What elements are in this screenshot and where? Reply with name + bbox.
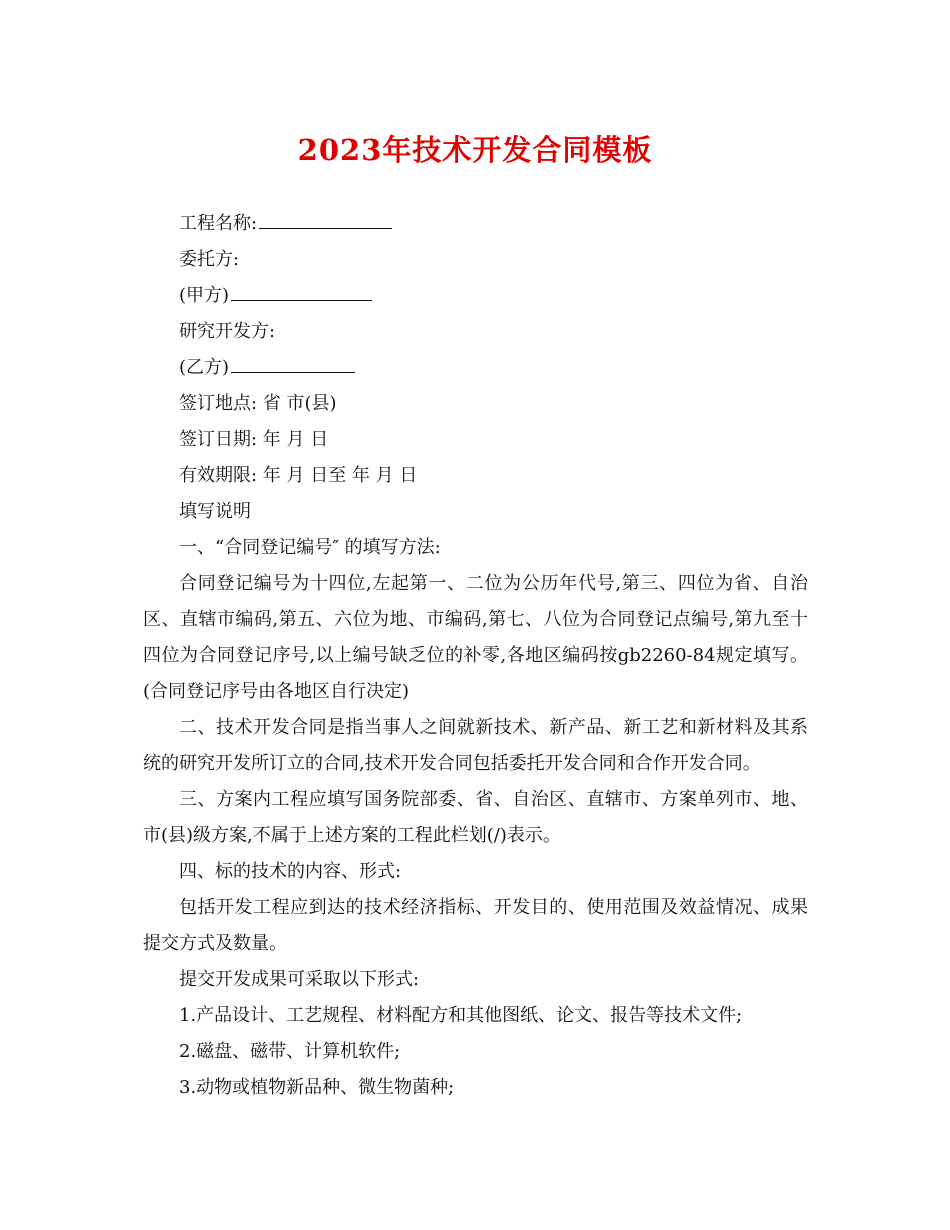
project-name-blank [259, 206, 392, 229]
party-b-blank [231, 350, 355, 373]
document-body [143, 206, 808, 1106]
party-a-line [143, 278, 808, 314]
project-name-line [143, 206, 808, 242]
party-b-label: (乙方) [179, 357, 230, 378]
project-name-label: 工程名称: [179, 213, 258, 234]
deliverable-item-1: 1.产品设计、工艺规程、材料配方和其他图纸、论文、报告等技术文件; [179, 1005, 743, 1026]
signing-place: 签订地点: 省 市(县) [179, 393, 337, 414]
instructions-heading: 填写说明 [179, 501, 251, 522]
section-1-heading: 一、“合同登记编号″ 的填写方法: [179, 537, 441, 558]
deliverable-forms-intro: 提交开发成果可采取以下形式: [179, 969, 420, 990]
validity-period: 有效期限: 年 月 日至 年 月 日 [179, 465, 418, 486]
party-a-label: (甲方) [179, 285, 230, 306]
deliverable-item-3: 3.动物或植物新品种、微生物菌种; [179, 1077, 455, 1098]
section-2-text: 二、技术开发合同是指当事人之间就新技术、新产品、新工艺和新材料及其系统的研究开发所订立的合同,技术开发合同包括委托开发合同和合作开发合同。 [143, 717, 808, 774]
section-4-text: 包括开发工程应到达的技术经济指标、开发目的、使用范围及效益情况、成果提交方式及数量。 [143, 897, 808, 954]
developer-label: 研究开发方: [179, 321, 276, 342]
party-a-blank [231, 278, 372, 301]
section-3-text: 三、方案内工程应填写国务院部委、省、自治区、直辖市、方案单列市、地、市(县)级方案,不属于上述方案的工程此栏划(/)表示。 [143, 789, 808, 846]
document-title: 2023年技术开发合同模板 [297, 133, 653, 167]
party-b-line [143, 350, 808, 386]
client-label: 委托方: [179, 249, 240, 270]
client-line [143, 242, 808, 278]
signing-date: 签订日期: 年 月 日 [179, 429, 329, 450]
section-4-heading: 四、标的技术的内容、形式: [179, 861, 402, 882]
developer-line [143, 314, 808, 350]
section-1-text: 合同登记编号为十四位,左起第一、二位为公历年代号,第三、四位为省、自治区、直辖市编码,第五、六位为地、市编码,第七、八位为合同登记点编号,第九至十四位为合同登记序号,以上编号缺乏位的补零,各地区编码按gb2260-84规定填写。(合同登记序号由各地区自行决定) [143, 573, 808, 702]
deliverable-item-2: 2.磁盘、磁带、计算机软件; [179, 1041, 401, 1062]
